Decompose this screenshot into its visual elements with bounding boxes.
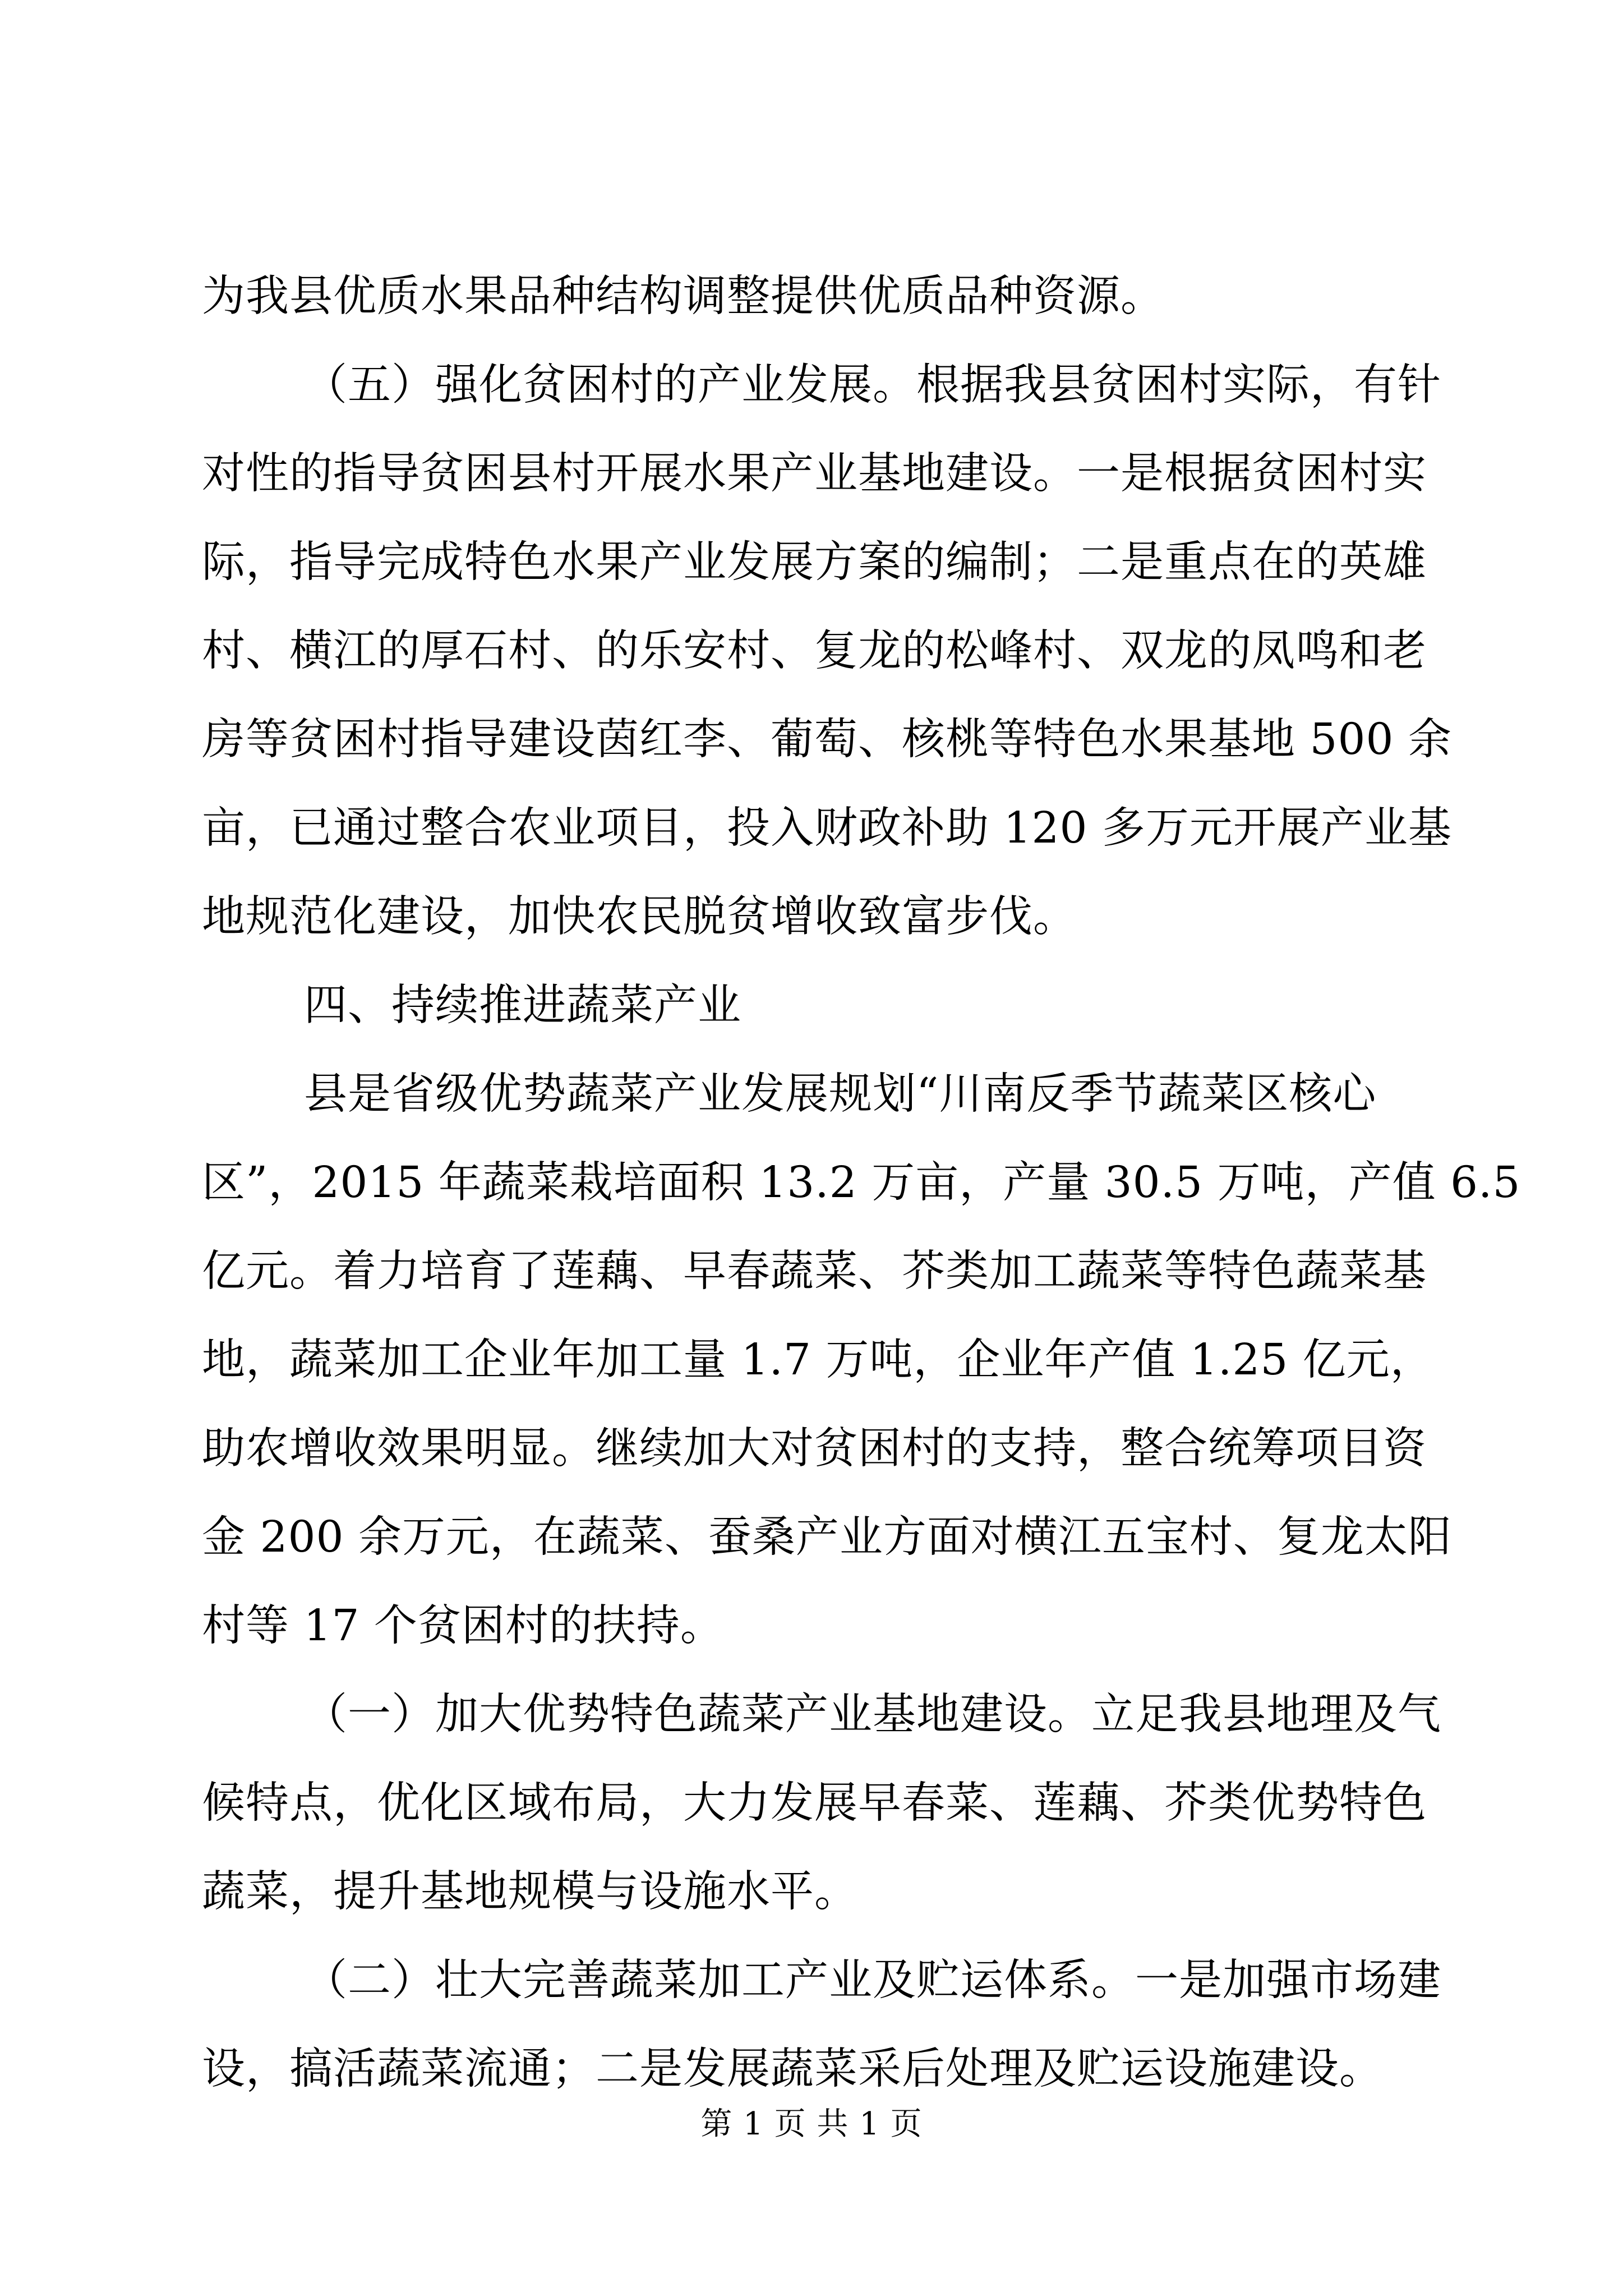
text-line: 对性的指导贫困县村开展水果产业基地建设。一是根据贫困村实	[202, 449, 1427, 499]
text-line: 候特点，优化区域布局，大力发展早春菜、莲藕、芥类优势特色	[202, 1778, 1427, 1828]
text-line: 县是省级优势蔬菜产业发展规划“川南反季节蔬菜区核心	[304, 1069, 1377, 1119]
text-line: 亩，已通过整合农业项目，投入财政补助 120 多万元开展产业基	[202, 803, 1452, 853]
text-line: 际，指导完成特色水果产业发展方案的编制；二是重点在的英雄	[202, 537, 1427, 587]
text-line: 地，蔬菜加工企业年加工量 1.7 万吨，企业年产值 1.25 亿元，	[202, 1335, 1434, 1385]
text-line: 区”，2015 年蔬菜栽培面积 13.2 万亩，产量 30.5 万吨，产值 6.5	[202, 1158, 1521, 1208]
text-line: 亿元。着力培育了莲藕、早春蔬菜、芥类加工蔬菜等特色蔬菜基	[202, 1246, 1427, 1296]
text-line: （一）加大优势特色蔬菜产业基地建设。立足我县地理及气	[304, 1690, 1441, 1740]
text-line: 村等 17 个贫困村的扶持。	[202, 1601, 724, 1651]
section-heading: 四、持续推进蔬菜产业	[304, 981, 741, 1030]
text-line: （二）壮大完善蔬菜加工产业及贮运体系。一是加强市场建	[304, 1955, 1441, 2005]
text-line: 蔬菜，提升基地规模与设施水平。	[202, 1867, 858, 1917]
text-line: 房等贫困村指导建设茵红李、葡萄、核桃等特色水果基地 500 余	[202, 715, 1452, 765]
text-line: 为我县优质水果品种结构调整提供优质品种资源。	[202, 272, 1164, 321]
text-line: 设，搞活蔬菜流通；二是发展蔬菜采后处理及贮运设施建设。	[202, 2044, 1383, 2094]
page-footer: 第 1 页 共 1 页	[700, 2106, 923, 2142]
text-line: 金 200 余万元，在蔬菜、蚕桑产业方面对横江五宝村、复龙太阳	[202, 1512, 1452, 1562]
body-text	[202, 252, 1521, 2114]
text-line: 村、横江的厚石村、的乐安村、复龙的松峰村、双龙的凤鸣和老	[202, 626, 1427, 676]
text-line: 地规范化建设，加快农民脱贫增收致富步伐。	[202, 892, 1077, 942]
text-line: 助农增收效果明显。继续加大对贫困村的支持，整合统筹项目资	[202, 1424, 1427, 1474]
text-line: （五）强化贫困村的产业发展。根据我县贫困村实际，有针	[304, 360, 1441, 410]
